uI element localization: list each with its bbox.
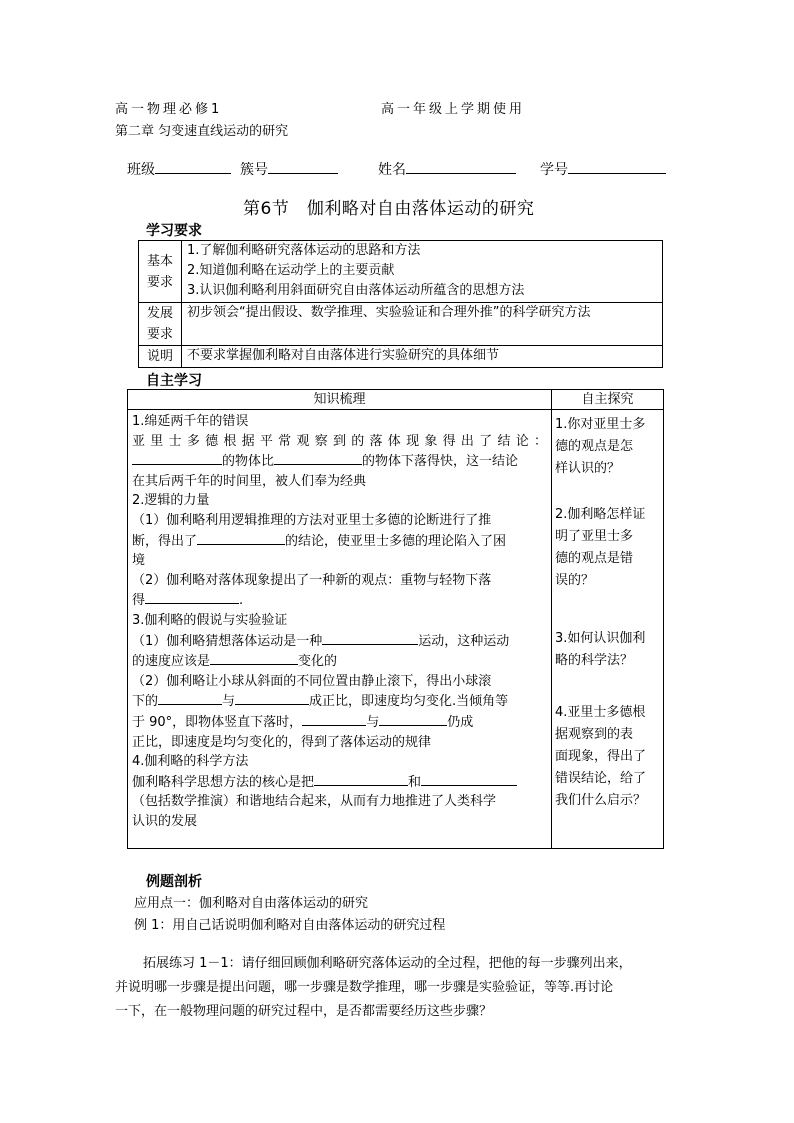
group-blank[interactable] (268, 159, 338, 174)
answer-blank[interactable] (158, 691, 222, 705)
answer-blank[interactable] (322, 631, 418, 645)
extension-line-2: 并说明哪一步骤是提出问题，哪一步骤是数学推理，哪一步骤是实验验证，等等.再讨论 (115, 980, 614, 995)
name-label: 姓名 (378, 162, 406, 178)
knowledge-content: 1.绵延两千年的错误 亚里士多德根据平常观察到的落体现象得出了结论： 的物体比 的物体下落得快，这一结论 在其后两千年的时间里，被人们奉为经典 2.逻辑的力量 （1）伽利略利用逻辑推理的方法对亚里士多德的论断进行了推 断，得出了 的结论，使亚里士多德的理论陷入了困 境 （2）伽利略对落体现象提出了一种新的观点：重物与轻物下落 得 . 3.伽利略的假说与实验验证 （1）伽利略猜想落体运动是一种 运动，这种运动 的速度应该是 变化的 （2）伽利略让小球从斜面的不同位置由静止滚下，得出小球滚 下的 与 成正比，即速度均匀变化.当倾角等 于 90°，即物体竖直下落时， 与 仍成 正比，即速度是均匀变化的，得到了落体运动的规律 4.伽利略的科学方法 伽利略科学思想方法的核心是把 和 （包括数学推演）和谐地结合起来，从而有力地推进了人类科学 认识的发展 (128, 410, 552, 849)
name-blank[interactable] (406, 159, 516, 174)
student-id-label: 学号 (540, 162, 568, 178)
example-1: 例 1：用自己话说明伽利略对自由落体运动的研究过程 (134, 918, 446, 933)
answer-blank[interactable] (314, 772, 408, 786)
class-label: 班级 (127, 162, 155, 178)
extension-line-1: 拓展练习 1－1：请仔细回顾伽利略研究落体运动的全过程，把他的每一步骤列出来， (143, 956, 632, 971)
class-field[interactable] (127, 159, 231, 179)
knowledge-header: 知识梳理 (128, 390, 552, 410)
answer-blank[interactable] (274, 451, 362, 465)
basic-label: 基本要求 (139, 241, 182, 303)
answer-blank[interactable] (421, 772, 517, 786)
group-field[interactable] (240, 159, 338, 179)
basic-item: 2.知道伽利略在运动学上的主要贡献 (187, 263, 395, 278)
basic-item: 3.认识伽利略利用斜面研究自由落体运动所蕴含的思想方法 (187, 283, 525, 298)
answer-blank[interactable] (132, 451, 222, 465)
section-title: 第6节 伽利略对自由落体运动的研究 (243, 199, 535, 219)
answer-blank[interactable] (145, 590, 239, 604)
explore-question-4: 4.亚里士多德根 据观察到的表 面现象，得出了 错误结论，给了 我们什么启示？ (555, 705, 647, 808)
chapter-label: 第二章 匀变速直线运动的研究 (115, 124, 289, 139)
basic-items (182, 241, 663, 303)
student-id-blank[interactable] (568, 159, 666, 174)
self-study-heading: 自主学习 (146, 373, 202, 389)
examples-heading: 例题剖析 (146, 874, 202, 890)
explore-question-3: 3.如何认识伽利 略的科学法？ (555, 631, 646, 668)
note-text: 不要求掌握伽利略对自由落体进行实验研究的具体细节 (182, 346, 663, 368)
note-label: 说明 (139, 346, 182, 368)
name-field[interactable] (378, 159, 516, 179)
extension-line-3: 一下，在一般物理问题的研究过程中，是否都需要经历这些步骤？ (115, 1004, 493, 1019)
answer-blank[interactable] (235, 691, 309, 705)
self-study-table (127, 389, 664, 849)
basic-item: 1.了解伽利略研究落体运动的思路和方法 (187, 243, 421, 258)
answer-blank[interactable] (197, 531, 285, 545)
grade-label: 高一年级上学期使用 (381, 102, 526, 117)
requirements-table (138, 240, 663, 368)
explore-header: 自主探究 (552, 390, 664, 410)
answer-blank[interactable] (210, 651, 298, 665)
class-blank[interactable] (155, 159, 231, 174)
student-id-field[interactable] (540, 159, 666, 179)
explore-question-1: 1.你对亚里士多 德的观点是怎 样认识的？ (555, 417, 646, 476)
develop-label: 发展要求 (139, 303, 182, 346)
group-label: 簇号 (240, 162, 268, 178)
answer-blank[interactable] (302, 712, 366, 726)
course-label: 高一物理必修1 (115, 102, 223, 117)
requirements-heading: 学习要求 (146, 223, 202, 239)
answer-blank[interactable] (379, 712, 447, 726)
develop-text: 初步领会“提出假设、数学推理、实验验证和合理外推”的科学研究方法 (182, 303, 663, 346)
application-point: 应用点一：伽利略对自由落体运动的研究 (134, 896, 369, 911)
explore-content (552, 410, 664, 849)
explore-question-2: 2.伽利略怎样证 明了亚里士多 德的观点是错 误的？ (555, 507, 646, 588)
